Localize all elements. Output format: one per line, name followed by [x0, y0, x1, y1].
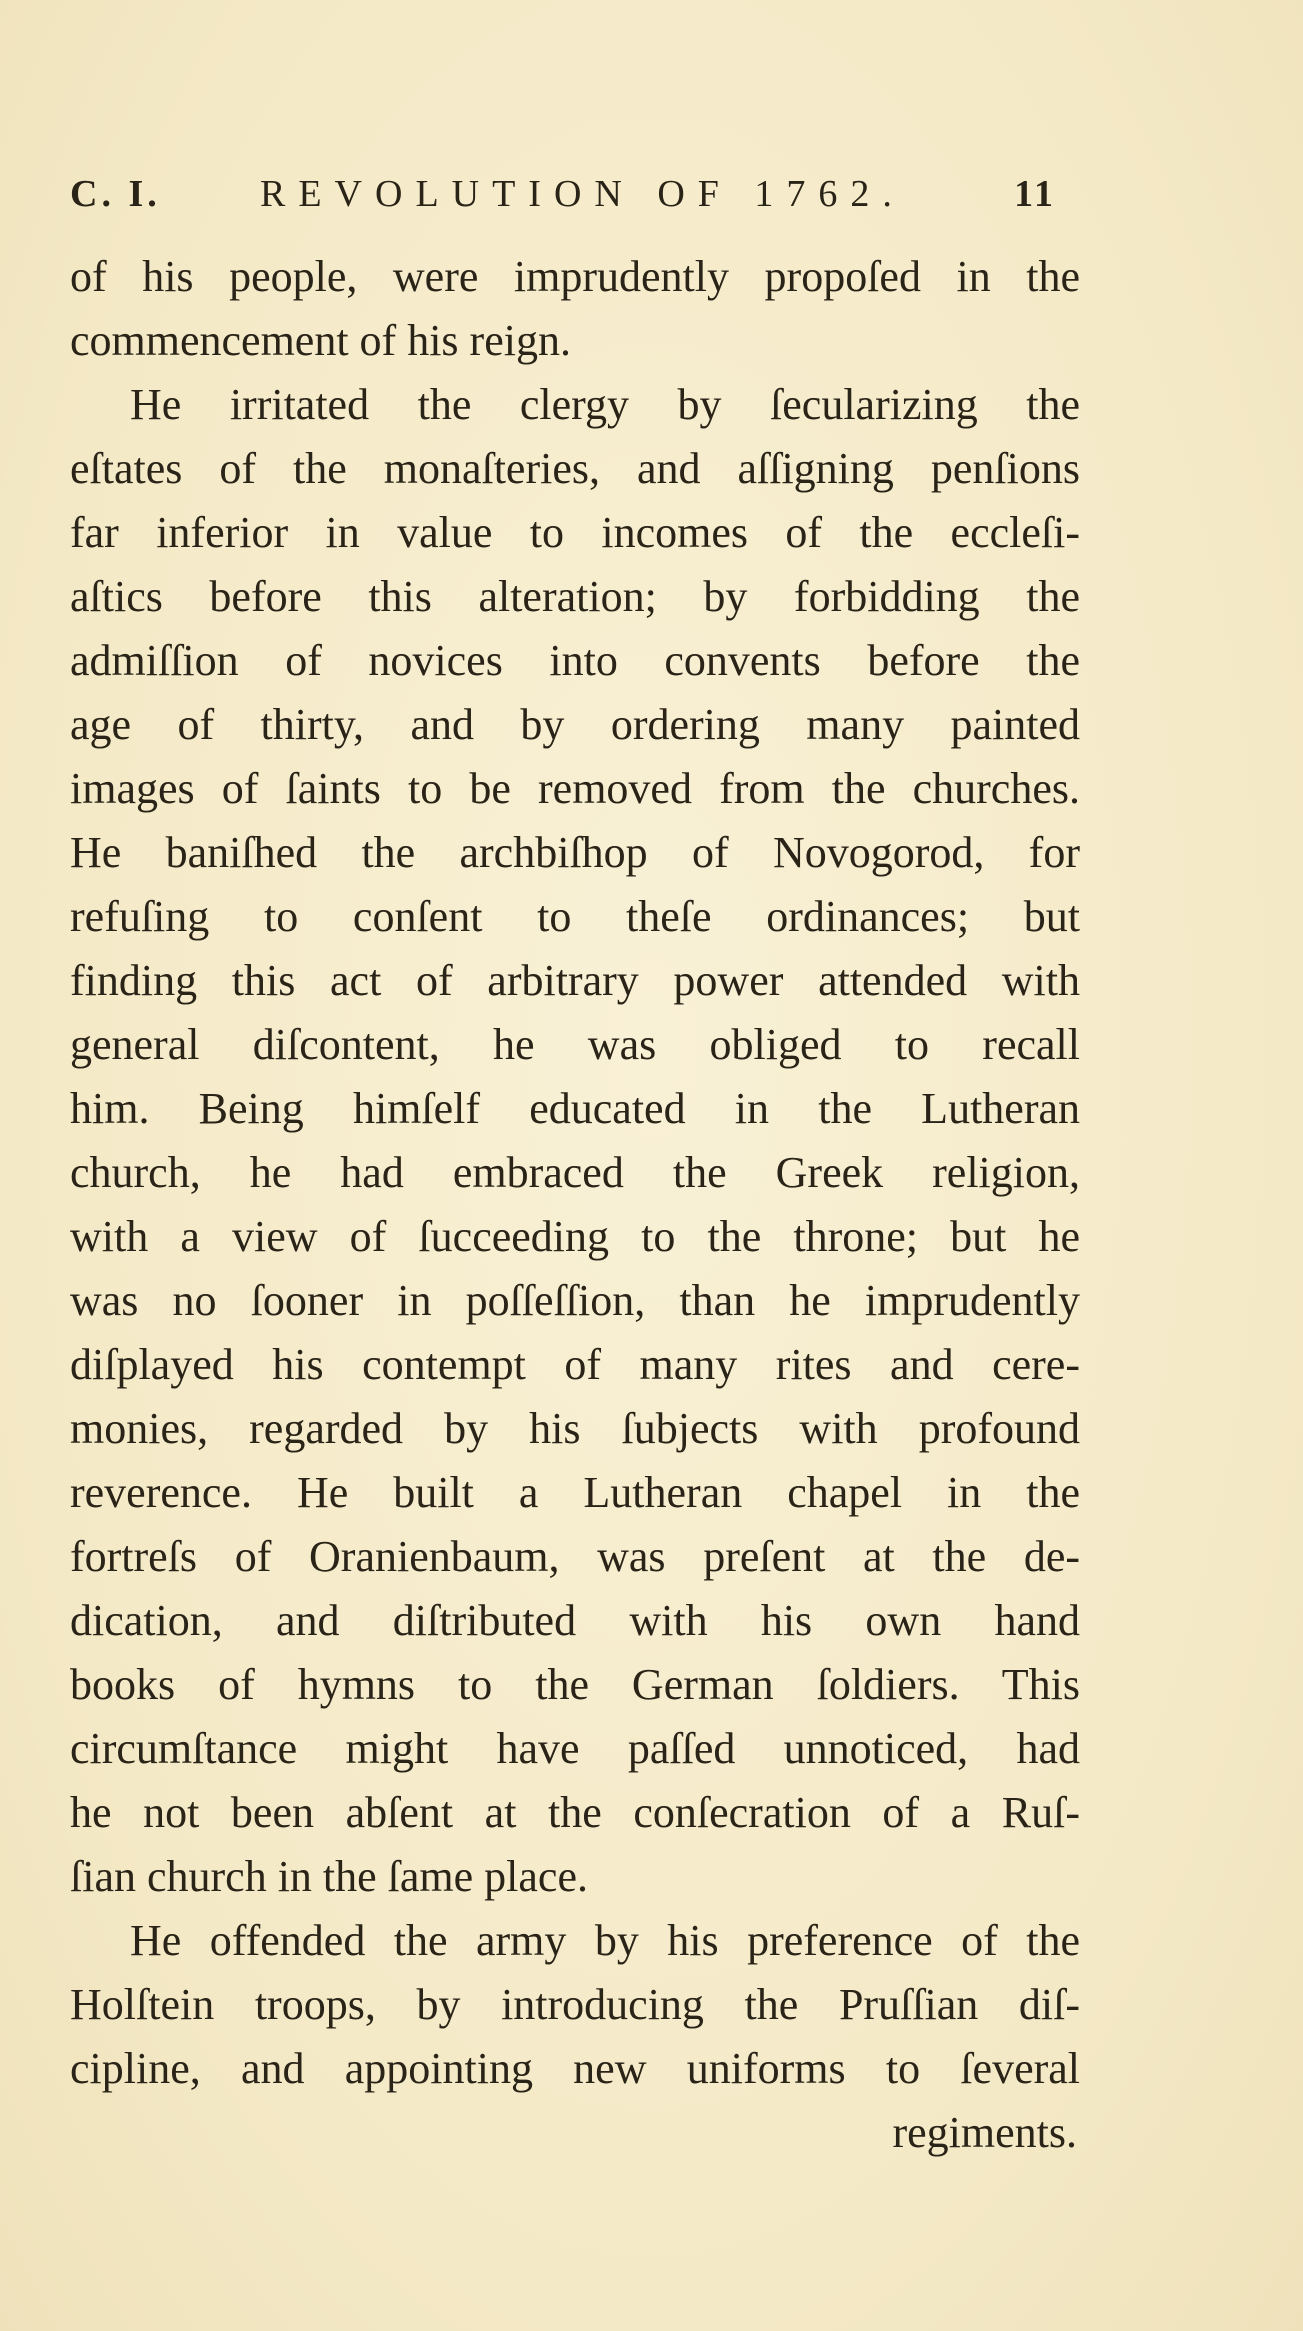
text-line: him. Being himſelf educated in the Lutheran — [70, 1084, 1080, 1133]
text-line: finding this act of arbitrary power attended with — [70, 956, 1080, 1005]
body-text — [70, 245, 1080, 2165]
paragraph-start-line: He irritated the clergy by ſecularizing the — [130, 380, 1080, 429]
text-line: diſplayed his contempt of many rites and cere- — [70, 1340, 1080, 1389]
page-number: 11 — [1014, 173, 1056, 215]
catchword: regiments. — [892, 2108, 1077, 2157]
text-line: eſtates of the monaſteries, and aſſigning penſions — [70, 444, 1080, 493]
text-line: cipline, and appointing new uniforms to ſeveral — [70, 2044, 1080, 2093]
text-line: Holſtein troops, by introducing the Pruſſian diſ- — [70, 1980, 1080, 2029]
text-line: commencement of his reign. — [70, 316, 571, 365]
chapter-marker: C. I. — [70, 173, 161, 215]
text-line: images of ſaints to be removed from the churches. — [70, 764, 1080, 813]
text-line: aſtics before this alteration; by forbidding the — [70, 572, 1080, 621]
text-line: general diſcontent, he was obliged to recall — [70, 1020, 1080, 1069]
text-line: of his people, were imprudently propoſed in the — [70, 252, 1080, 301]
text-line: church, he had embraced the Greek religion, — [70, 1148, 1080, 1197]
text-line: refuſing to conſent to theſe ordinances; but — [70, 892, 1080, 941]
text-line: circumſtance might have paſſed unnoticed, had — [70, 1724, 1080, 1773]
running-title: REVOLUTION OF 1762. — [260, 173, 905, 215]
text-line: was no ſooner in poſſeſſion, than he imprudently — [70, 1276, 1080, 1325]
text-line: fortreſs of Oranienbaum, was preſent at the de- — [70, 1532, 1080, 1581]
text-line: ſian church in the ſame place. — [70, 1852, 588, 1901]
text-line: books of hymns to the German ſoldiers. This — [70, 1660, 1080, 1709]
text-line: age of thirty, and by ordering many painted — [70, 700, 1080, 749]
text-line: with a view of ſucceeding to the throne; but he — [70, 1212, 1080, 1261]
text-line: he not been abſent at the conſecration of a Ruſ- — [70, 1788, 1080, 1837]
running-header — [70, 172, 1056, 220]
text-line: reverence. He built a Lutheran chapel in the — [70, 1468, 1080, 1517]
text-line: dication, and diſtributed with his own hand — [70, 1596, 1080, 1645]
text-line: monies, regarded by his ſubjects with profound — [70, 1404, 1080, 1453]
text-line: He baniſhed the archbiſhop of Novogorod, for — [70, 828, 1080, 877]
text-line: far inferior in value to incomes of the eccleſi- — [70, 508, 1080, 557]
paragraph-start-line: He offended the army by his preference of the — [130, 1916, 1080, 1965]
text-line: admiſſion of novices into convents before the — [70, 636, 1080, 685]
